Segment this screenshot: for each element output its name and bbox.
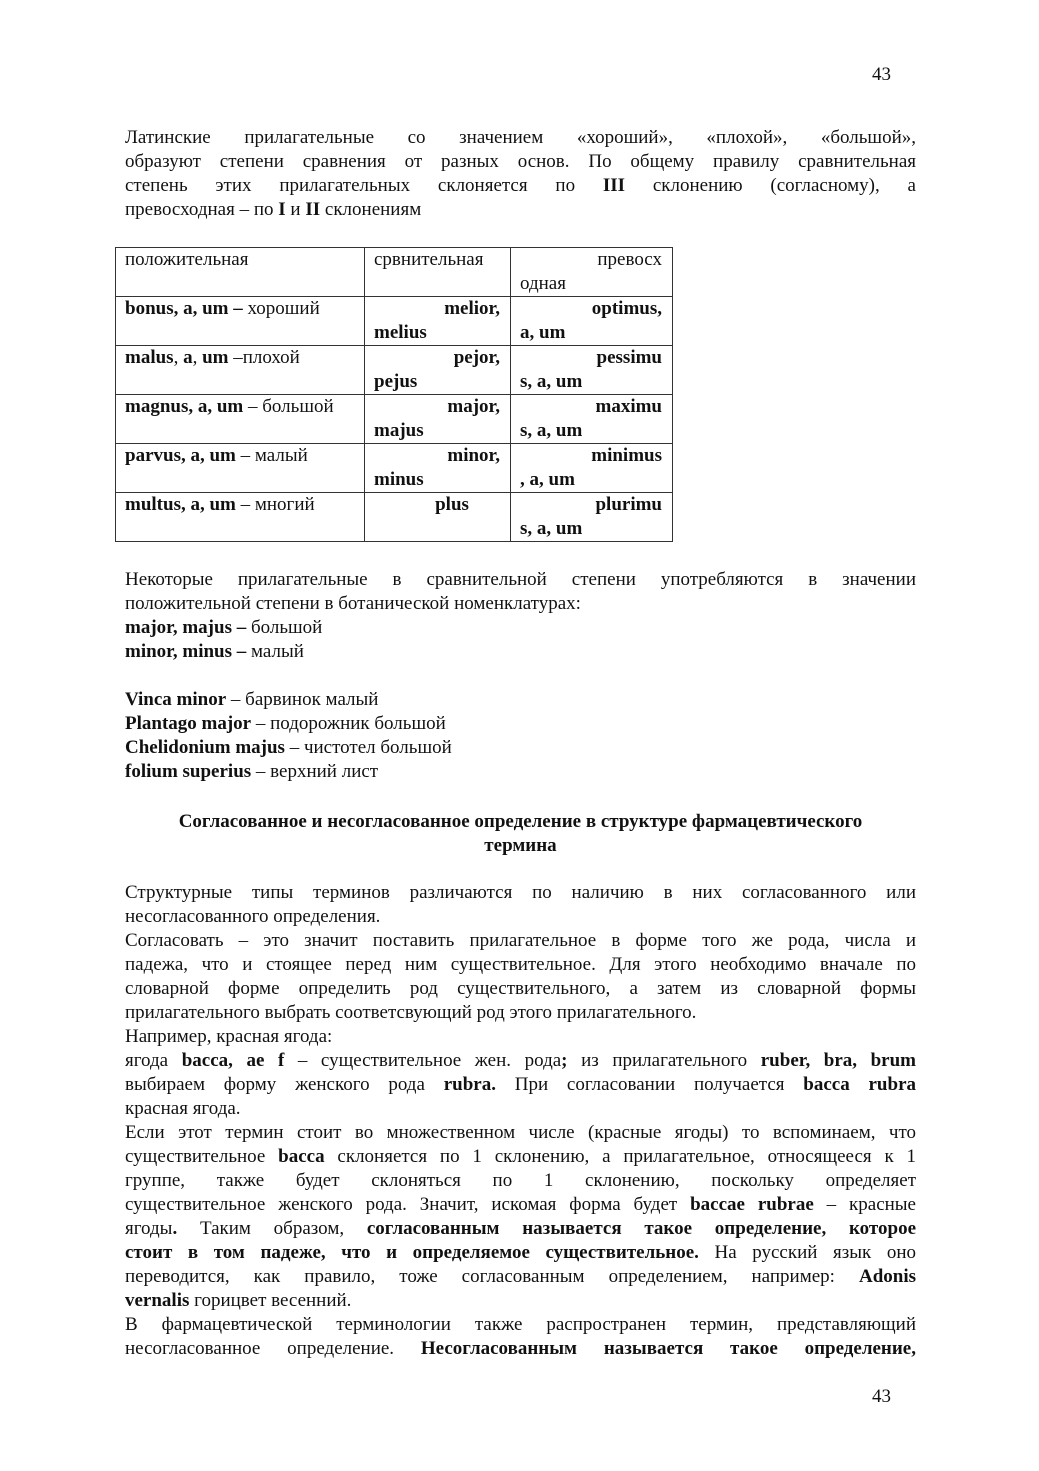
header-positive: положительная — [116, 248, 365, 297]
usage-line-2: положительной степени в ботанической номенклатурах: — [125, 593, 581, 614]
usage-paragraph — [125, 568, 916, 616]
body-line: существительное bacca склоняется по 1 склонению, а прилагательное, относящееся к 1 — [125, 1146, 917, 1167]
body-line: Если этот термин стоит во множественном числе (красные ягоды) то вспоминаем, что — [125, 1122, 916, 1143]
superlative-cell: minimus , a, um — [511, 444, 673, 493]
body-text — [125, 881, 916, 1361]
comparative-cell: major, majus — [365, 395, 511, 444]
table-row — [116, 395, 673, 444]
body-line: стоит в том падеже, что и определяемое существительное. На русский язык оно — [125, 1242, 917, 1263]
comparative-cell: pejor, pejus — [365, 346, 511, 395]
body-line: существительное женского рода. Значит, искомая форма будет baccae rubrae – красные — [125, 1194, 916, 1215]
intro-paragraph — [125, 126, 916, 222]
body-line: группе, также будет склоняться по 1 склонению, поскольку определяет — [125, 1170, 916, 1191]
intro-line-2: образуют степени сравнения от разных основ. По общему правилу сравнительная — [125, 151, 916, 172]
intro-line-3: степень этих прилагательных склоняется по III склонению (согласному), а — [125, 175, 916, 196]
usage-examples — [125, 616, 916, 664]
body-line: Структурные типы терминов различаются по наличию в них согласованного или — [125, 882, 916, 903]
usage-example: major, majus – большой — [125, 617, 323, 638]
body-line: несогласованного определения. — [125, 906, 381, 927]
usage-example: minor, minus – малый — [125, 641, 304, 662]
botanical-example: folium superius – верхний лист — [125, 761, 379, 782]
superlative-cell: plurimu s, a, um — [511, 493, 673, 542]
body-line: прилагательного выбрать соответсвующий род этого прилагательного. — [125, 1002, 697, 1023]
body-line: красная ягода. — [125, 1098, 241, 1119]
body-line: Например, красная ягода: — [125, 1026, 333, 1047]
intro-line-1: Латинские прилагательные со значением «хороший», «плохой», «большой», — [125, 127, 916, 148]
table-row — [116, 493, 673, 542]
table-row — [116, 297, 673, 346]
usage-line-1: Некоторые прилагательные в сравнительной степени употребляются в значении — [125, 569, 916, 590]
body-line: несогласованное определение. Несогласованным называется такое определение, — [125, 1338, 916, 1359]
positive-cell: multus, a, um – многий — [116, 493, 365, 542]
comparative-cell: plus — [365, 493, 511, 542]
table-row — [116, 346, 673, 395]
table-header-row — [116, 248, 673, 297]
body-line: Согласовать – это значит поставить прилагательное в форме того же рода, числа и — [125, 930, 916, 951]
botanical-examples — [125, 688, 916, 784]
intro-line-4: превосходная – по I и II склонениям — [125, 199, 422, 220]
comparative-cell: minor, minus — [365, 444, 511, 493]
body-line: ягоды. Таким образом, согласованным называется такое определение, которое — [125, 1218, 916, 1239]
page-number-top: 43 — [872, 64, 891, 85]
positive-cell: parvus, a, um – малый — [116, 444, 365, 493]
superlative-cell: pessimu s, a, um — [511, 346, 673, 395]
body-line: ягода bacca, ae f – существительное жен. рода; из прилагательного ruber, bra, brum — [125, 1050, 916, 1071]
superlative-cell: maximu s, a, um — [511, 395, 673, 444]
header-superlative: превосх одная — [511, 248, 673, 297]
positive-cell: malus, a, um –плохой — [116, 346, 365, 395]
botanical-example: Vinca minor – барвинок малый — [125, 689, 379, 710]
body-line: vernalis горицвет весенний. — [125, 1290, 352, 1311]
page-number-bottom: 43 — [872, 1386, 891, 1407]
body-line: падежа, что и стоящее перед ним существительное. Для этого необходимо вначале по — [125, 954, 916, 975]
positive-cell: bonus, a, um – хороший — [116, 297, 365, 346]
section-heading: Согласованное и несогласованное определение в структуре фармацевтического термина — [178, 811, 863, 856]
header-comparative: срвнительная — [365, 248, 511, 297]
body-line: выбираем форму женского рода rubra. При согласовании получается bacca rubra — [125, 1074, 916, 1095]
superlative-cell: optimus, a, um — [511, 297, 673, 346]
body-line: переводится, как правило, тоже согласованным определением, например: Adonis — [125, 1266, 916, 1287]
botanical-example: Chelidonium majus – чистотел большой — [125, 737, 452, 758]
table-row — [116, 444, 673, 493]
comparative-cell: melior, melius — [365, 297, 511, 346]
positive-cell: magnus, a, um – большой — [116, 395, 365, 444]
botanical-example: Plantago major – подорожник большой — [125, 713, 446, 734]
comparison-table — [115, 247, 673, 542]
body-line: словарной форме определить род существительного, а затем из словарной формы — [125, 978, 916, 999]
body-line: В фармацевтической терминологии также распространен термин, представляющий — [125, 1314, 916, 1335]
